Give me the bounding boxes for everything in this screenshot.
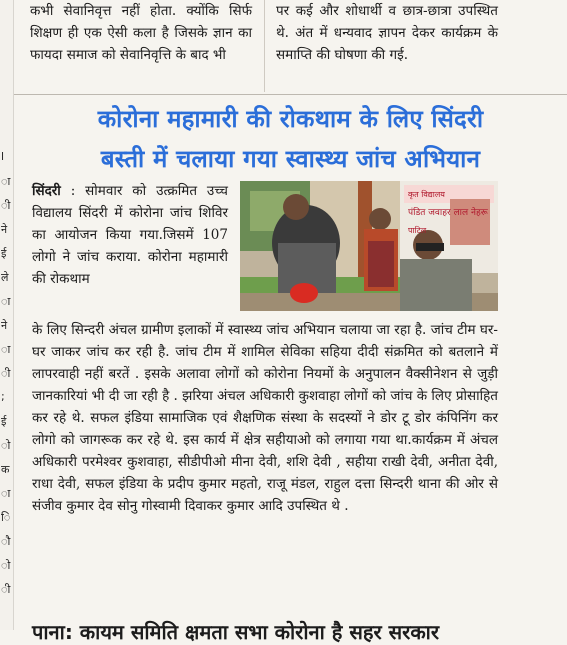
- column-divider: [264, 0, 265, 92]
- gutter-fragment: ा: [1, 487, 11, 500]
- headline-line-1: कोरोना महामारी की रोकथाम के लिए सिंदरी: [97, 105, 484, 133]
- next-headline-cutoff: पाना: कायम समिति क्षमता सभा कोरोना है सहर सरकार: [32, 620, 440, 644]
- photo-poster-text: पाटिल: [408, 226, 427, 235]
- gutter-fragment: ा: [1, 295, 11, 308]
- gutter-fragment: ई: [1, 247, 7, 260]
- dateline: सिंदरी: [32, 183, 61, 199]
- top-right-column-text: पर कई और शोधार्थी व छात्र-छात्रा उपस्थित थे. अंत में धन्यवाद ज्ञापन देकर कार्यक्रम के समाप्ति की घोषणा की गई.: [276, 3, 498, 63]
- left-gutter-column-fragments: [0, 0, 14, 630]
- photo-poster-text: पंडित जवाहर लाल नेहरू: [408, 208, 488, 218]
- gutter-fragment: ने: [1, 319, 8, 332]
- article-intro: [32, 180, 228, 290]
- gutter-fragment: ी: [1, 367, 11, 380]
- gutter-fragment: ो: [1, 439, 11, 452]
- gutter-fragment: ो: [1, 559, 11, 572]
- article-photo: [240, 181, 498, 311]
- gutter-fragment: ी: [1, 583, 11, 596]
- gutter-fragment: l: [1, 150, 5, 163]
- gutter-fragment: क: [1, 463, 10, 476]
- headline-line-2: बस्ती में चलाया गया स्वास्थ्य जांच अभियान: [100, 145, 481, 173]
- gutter-fragment: ई: [1, 415, 7, 428]
- photo-illustration: [240, 181, 498, 311]
- top-left-column-text: कभी सेवानिवृत्त नहीं होता. क्योंकि सिर्फ शिक्षण ही एक ऐसी कला है जिसके ज्ञान का फायदा समाज को सेवानिवृत्ति के बाद भी: [30, 3, 252, 63]
- gutter-fragment: ;: [1, 390, 5, 403]
- section-rule: [14, 94, 567, 95]
- gutter-fragment: ि: [1, 511, 11, 524]
- gutter-fragment: ा: [1, 175, 11, 188]
- gutter-fragment: ने: [1, 223, 8, 236]
- gutter-fragment: ौ: [1, 535, 11, 548]
- photo-poster-text: कृत विद्यालय: [408, 190, 445, 199]
- gutter-fragment: ी: [1, 199, 11, 212]
- gutter-fragment: ले: [1, 271, 9, 284]
- gutter-fragment: ा: [1, 343, 11, 356]
- intro-text: : सोमवार को उत्क्रमित उच्च विद्यालय सिंदरी में कोरोना जांच शिविर का आयोजन किया गया.जिसमें 107 लोगो ने जांच कराया. कोरोना महामारी की रोकथाम: [32, 183, 228, 287]
- article-body: के लिए सिन्दरी अंचल ग्रामीण इलाकों में स्वास्थ्य जांच अभियान चलाया जा रहा है. जांच टीम घर-घर जाकर जांच कर रही है. जांच टीम में शामिल सेविका सहिया दीदी संक्रमित को बतलाने में लापरवाही नहीं बरतें . इसके अलावा लोगों को कोरोना नियमों के अनुपालन वैक्सीनेशन से जुड़ी जानकारियां भी दी जा रही है . झरिया अंचल अधिकारी कुशवाहा लोगों को जांच के लिए प्रोसाहित कर रहे थे. सफल इंडिया सामाजिक एवं शैक्षणिक संस्था के सदस्यों ने डोर टू डोर कंपिनिंग कर लोगो को जागरूक कर रहे थे. इस कार्य में क्षेत्र सहीयाओ को लगाया गया था.कार्यक्रम में अंचल अधिकारी परमेश्वर कुशवाहा, सीडीपीओ मीना देवी, शशि देवी , सहीया राखी देवी, अनीता देवी, राधा देवी, सफल इंडिया के प्रदीप कुमार महतो, राजू मंडल, राहुल दत्ता सिन्दरी थाना की ओर से संजीव कुमार देव सोनु गोस्वामी दिवाकर कुमार आदि उपस्थित थे .: [32, 322, 498, 514]
